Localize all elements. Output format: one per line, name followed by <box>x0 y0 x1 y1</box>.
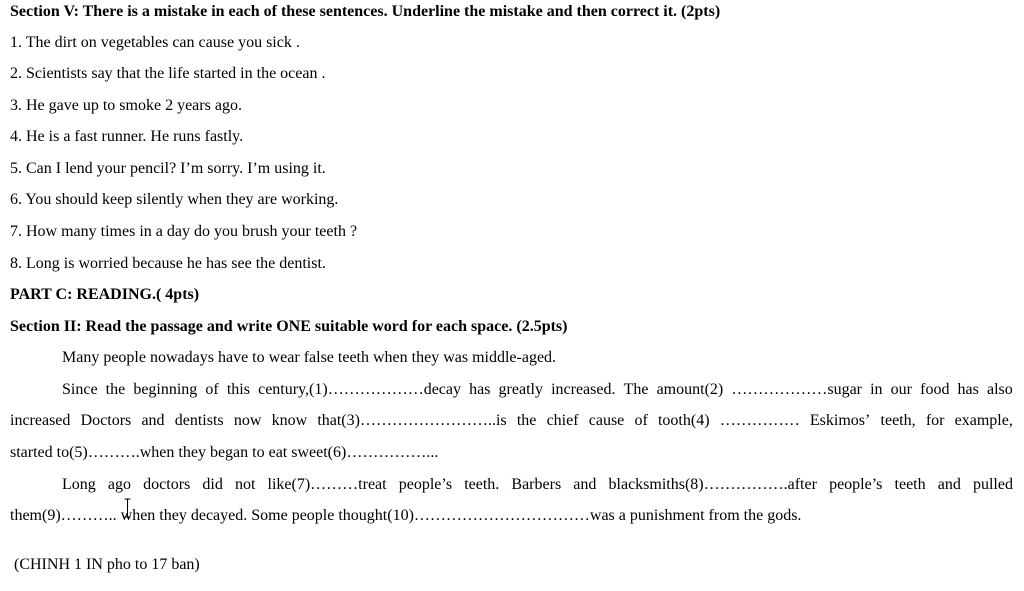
word: chief <box>546 412 579 429</box>
word: blacksmiths(8)…………….after <box>608 476 817 493</box>
word: century,(1)………………decay <box>258 381 461 398</box>
word: beginning <box>133 381 198 398</box>
word: ago <box>107 476 132 493</box>
text-cursor-icon <box>124 498 131 518</box>
word: not <box>234 476 256 493</box>
word: cause <box>588 412 625 429</box>
word: increased <box>10 412 71 429</box>
word: example, <box>954 412 1013 429</box>
word: has <box>957 381 979 398</box>
word: that(3)……………………..is <box>317 412 507 429</box>
paragraph-2-line-2 <box>10 411 1013 431</box>
sentence-6: 6. You should keep silently when they are working. <box>10 191 339 208</box>
word: Eskimos’ <box>809 412 871 429</box>
word: The <box>623 381 649 398</box>
word: people’s <box>829 476 883 493</box>
sentence-5: 5. Can I lend your pencil? I’m sorry. I’m using it. <box>10 160 326 177</box>
word: and <box>573 476 597 493</box>
word: know <box>271 412 308 429</box>
word: Long <box>62 476 96 493</box>
word: in <box>870 381 883 398</box>
word: of <box>205 381 219 398</box>
word: pulled <box>972 476 1013 493</box>
sentence-7: 7. How many times in a day do you brush your teeth ? <box>10 223 358 240</box>
word: tooth(4) <box>657 412 710 429</box>
word: the <box>516 412 537 429</box>
word: amount(2) <box>656 381 724 398</box>
word: Since <box>62 381 98 398</box>
word: and <box>937 476 961 493</box>
word: teeth, <box>880 412 916 429</box>
word: teeth <box>894 476 926 493</box>
word: the <box>105 381 126 398</box>
word: increased. <box>551 381 616 398</box>
word: teeth. <box>464 476 500 493</box>
word: has <box>469 381 491 398</box>
section-v-heading: Section V: There is a mistake in each of these sentences. Underline the mistake and then correct it. (2pts) <box>10 3 721 20</box>
paragraph-2-line-3: started to(5)……….when they began to eat sweet(6)……………... <box>10 444 439 461</box>
word: for <box>925 412 945 429</box>
word: …………… <box>719 412 800 429</box>
paragraph-1: Many people nowadays have to wear false teeth when they was middle-aged. <box>62 349 557 366</box>
word: of <box>634 412 648 429</box>
paragraph-3-line-1 <box>62 475 1013 495</box>
paragraph-3-line-2: them(9)……….. when they decayed. Some people thought(10)……………………………was a punishment from the gods. <box>10 507 802 524</box>
word: greatly <box>498 381 543 398</box>
word: now <box>233 412 262 429</box>
footer-note: (CHINH 1 IN pho to 17 ban) <box>14 556 200 573</box>
word: and <box>141 412 165 429</box>
section-ii-heading: Section II: Read the passage and write ONE suitable word for each space. (2.5pts) <box>10 318 568 335</box>
word: people’s <box>398 476 453 493</box>
sentence-8: 8. Long is worried because he has see the dentist. <box>10 255 326 272</box>
word: did <box>202 476 223 493</box>
word: this <box>226 381 250 398</box>
part-c-heading: PART C: READING.( 4pts) <box>10 286 200 303</box>
word: like(7)………treat <box>267 476 387 493</box>
sentence-4: 4. He is a fast runner. He runs fastly. <box>10 128 244 145</box>
word: dentists <box>174 412 224 429</box>
word: doctors <box>143 476 191 493</box>
word: food <box>920 381 950 398</box>
word: Barbers <box>511 476 562 493</box>
word: ………………sugar <box>731 381 862 398</box>
sentence-1: 1. The dirt on vegetables can cause you sick . <box>10 34 300 51</box>
paragraph-2-line-1 <box>62 380 1013 400</box>
word: also <box>986 381 1013 398</box>
word: our <box>890 381 912 398</box>
word: Doctors <box>80 412 132 429</box>
sentence-3: 3. He gave up to smoke 2 years ago. <box>10 97 242 114</box>
sentence-2: 2. Scientists say that the life started in the ocean . <box>10 65 326 82</box>
